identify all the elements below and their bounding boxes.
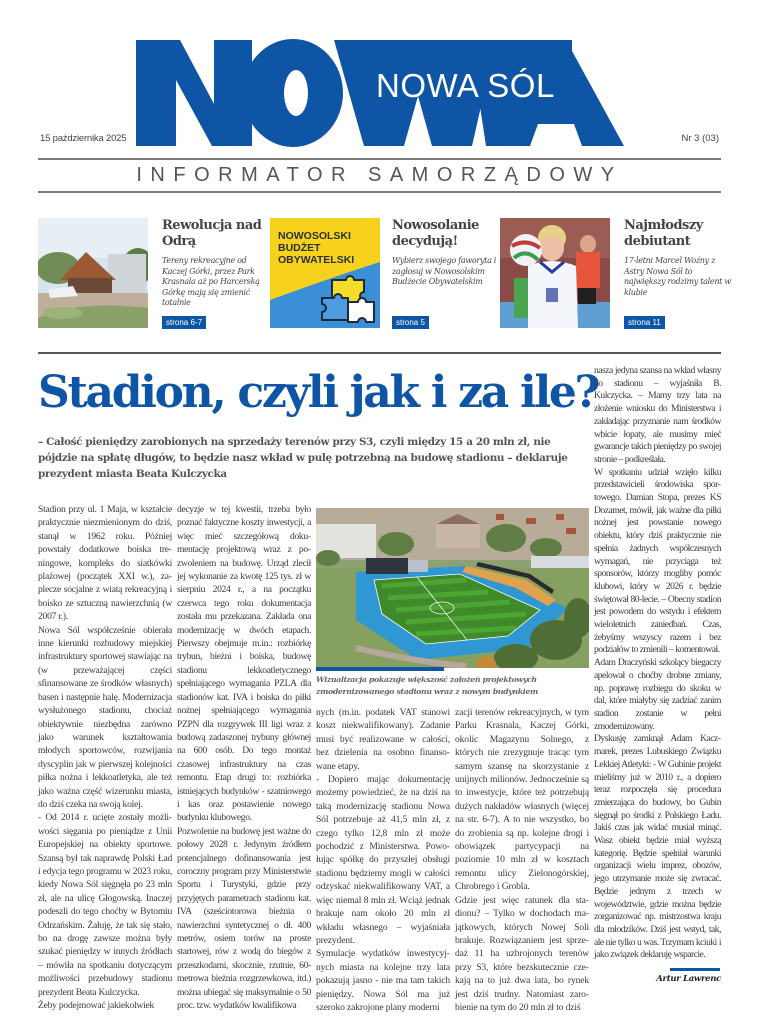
citizens-budget-logo-label: NOWOSOLSKI BUDŻET OBYWATELSKI: [278, 230, 355, 266]
article-headline: Stadion, czyli jak i za ile?: [38, 367, 599, 418]
article-column-2: [177, 503, 311, 1012]
teaser-title: Rewolucja nad Odrą: [162, 218, 262, 249]
teaser-title: Najmłodszy debiutant: [624, 218, 703, 249]
article-column-3: [316, 706, 450, 1014]
teasers-strip: [38, 218, 731, 330]
paragraph: Adam Draczyński szkolący biegaczy apelował o choćby drobne zmiany, np. poprawę rozbiegu do skoku w dal, które miałyby się zadziać zanim stadion zostanie w pełni zmodernizowany.: [594, 657, 721, 732]
paragraph: nych (m.in. podatek VAT stanowi koszt niekwalifikowany). Zadanie musi być realizowane w całości, bez dzielenia na osobno finansowane etapy.: [316, 707, 450, 772]
recreation-park-image: [38, 218, 148, 328]
paragraph: Dyskusję zamknął Adam Kaczmarek, prezes Lubuskiego Związku Lekkiej Atletyki: - W Gubinie projekt mieliśmy już w 2010 r., a dopiero teraz rozpoczęła się procedura zmierzająca do budowy, bo Gubin sięgnął po środki z Polskiego Ładu. Jakiś czas jak widać musiał minąć. Wasz obiekt będzie miał wyższą kategorię. Będzie spełniał warunki organizacji wielu imprez, obozów, jego utrzymanie może się zwracać. Będzie jednym z trzech w województwie, gdzie można będzie zorganizować np. mistrzostwa kraju dla młodzików. Dziś jest wstyd, tak, ale nie tylko u was. Trzymam kciuki i jako związek deklaruję wsparcie.: [594, 733, 721, 961]
teaser-young-debutant[interactable]: [624, 218, 732, 330]
logo-city-name: NOWA SÓL: [376, 67, 555, 104]
section-divider: [38, 352, 721, 354]
paragraph: Symulacje wydatków inwestycyjnych miasta na kolejne trzy lata pokazują jasno - nie ma tam takich pieniędzy. Nowa Sól ma już szeroko zakrojone plany moderni: [316, 948, 450, 1013]
article-column-5: [594, 365, 721, 962]
photo-accent-bar: [316, 667, 444, 671]
teaser-recreation[interactable]: [162, 218, 270, 330]
issue-date: 15 października 2025: [40, 133, 127, 144]
paragraph: - Od 2014 r. ucięte zostały możliwości sięgania po pieniądze z Unii Europejskiej na obiekty sportowe. Szansą był tak naprawdę Polski Ład i edycja tego programu w 2023 roku, kiedy Nowa Sól sięgnęła po 23 mln zł, ale na ulicę Głogowską. Inaczej podeszli do tego choćby w Bytomiu Odrzańskim. Żałuję, że tak się stało, bo na drogę zawsze można były szukać pieniędzy w innych źródłach – mówiła na spotkaniu dotyczącym możliwości przebudowy stadionu prezydent Beata Kulczycka.: [38, 812, 172, 998]
volleyball-player-image: [500, 218, 610, 328]
teaser-image-citizens-budget[interactable]: [270, 218, 380, 328]
paragraph: Gdzie jest więc ratunek dla stadionu? – Tylko w dochodach majątkowych, których Nowej Soli brakuje. Rozwiązaniem jest sprzedaż 11 ha uzbrojonych terenów przy S3, które bezskutecznie czekają na to już dwa lata, bo rynek jest dziś trudny. Natomiast zarobienie na tym do 20 mln zł to dziś: [455, 894, 589, 1013]
paragraph: W spotkaniu udział wzięło kilku przedstawicieli środowiska sportowego. Damian Stopa, prezes KS Dozamet, mówił, jak ważne dla piłki nożnej jest powstanie nowego obiektu, który dziś praktycznie nie spełnia żadnych współczesnych wymagań, nie przyciąga też sponsorów, którzy mogliby pomóc klubowi, który w 2026 r. będzie świętował 80-lecie. – Obecny stadion jest powodem do wstydu i efektem wieloletnich zaniedbań. Czas, żebyśmy wszyscy razem i bez podziałów to zmienili – komentował.: [594, 466, 721, 656]
teaser-citizens-budget[interactable]: [392, 218, 500, 330]
paragraph: zacji terenów rekreacyjnych, w tym Parku Krasnala, Kaczej Górki, okolic Magazynu Solnego, z których nie zrezygnuje tracąc tym samym szansę na skorzystanie z unijnych milionów. Jednocześnie są to inwestycje, które też potrzebują dużych nakładów własnych (więcej na str. 6-7). A to nie wszystko, bo do zrobienia są np. kolejne drogi i obowiązek partycypacji na poziomie 10 mln zł w kosztach remontu ulicy Zielonogórskiej, Chrobrego i Grobla.: [455, 707, 589, 893]
teaser-page-badge[interactable]: strona 6-7: [162, 316, 206, 329]
masthead: [0, 0, 759, 200]
teaser-title: Nowosolanie decydują!: [392, 218, 479, 249]
issue-number: Nr 3 (03): [681, 133, 719, 144]
paragraph: nasza jedyna szansa na wkład własny do stadionu – wyjaśniła B. Kulczycka. – Mamy trzy lata na złożenie wniosku do Ministerstwa i zakładając przyznanie nam środków wbicie łopaty, ale musimy mieć gwarancje takich pieniędzy po swojej stronie – podkreślała.: [594, 365, 721, 465]
teaser-page-badge[interactable]: strona 11: [624, 316, 665, 329]
masthead-rule-top: [38, 158, 721, 160]
teaser-image-volleyball[interactable]: [500, 218, 610, 328]
teaser-description: Tereny rekreacyjne od Kaczej Górki, przez Park Krasnala aż po Harcerską Górkę mają się zmienić totalnie: [162, 256, 260, 307]
paragraph: Żeby podejmować jakiekolwiek: [38, 1000, 155, 1012]
stadium-visualization-image: [316, 508, 589, 668]
teaser-description: Wybierz swojego faworyta i zagłosuj w Nowosolskim Budżecie Obywatelskim: [392, 256, 497, 286]
paragraph: Nowa Sól współcześnie obierała inne kierunki rozbudowy miejskiej infrastruktury sportowej stawiając na (w przeważającej części sfinansowane ze środków własnych) basen i następnie halę. Modernizacja wysłużonego stadionu, chociaż obiektywnie niezbędna zarówno jako warunek kształtowania młodych sportowców, rozwijania dyscyplin jak w pierwszej kolejności piłka nożna i lekkoatletyka, ale też jako ważna część wizerunku miasta, do dziś czeka na swoją kolej.: [38, 624, 172, 810]
author-accent-bar: [670, 968, 720, 971]
article-column-1: [38, 503, 172, 1012]
photo-caption: Wizualizacja pokazuje większość założeń projektowych zmodernizowanego stadionu wraz z nowym budynkiem: [316, 675, 538, 696]
paragraph: decyzje w tej kwestii, trzeba było poznać faktyczne koszty inwestycji, a więc mieć szczegółową dokumentację projektową wraz z pozwoleniem na budowę. Urząd zlecił jej wykonanie za kwotę 125 tys. zł w sierpniu 2024 r., a na początku czerwca tego roku dokumentacja została mu przekazana. Zakłada ona modernizację w dwóch etapach. Pierwszy obejmuje m.in.: rozbiórkę trybun, bieżni i boiska, budowę stadionu lekkoatletycznego spełniającego wymagania PZLA dla stadionów kat. IVA i boiska do piłki nożnej spełniającego wymagania PZPN dla rozgrywek III ligi wraz z budową zadaszonej trybuny głównej na 600 osób. Do tego montaż czasowej infrastruktury na czas remontu. Etap drugi to: rozbiórka istniejących budynków - szatniowego i kas oraz postawienie nowego budynku klubowego.: [177, 504, 311, 824]
teaser-description: 17-letni Marcel Woźny z Astry Nowa Sól to największy rodzimy talent w klubie: [624, 256, 731, 297]
teaser-image-recreation-park[interactable]: [38, 218, 148, 328]
stadium-visualization-graphic: [316, 508, 589, 668]
masthead-rule-bottom: [38, 191, 721, 193]
teaser-page-badge[interactable]: strona 5: [392, 316, 429, 329]
article-author: Artur Lawrenc: [656, 974, 721, 984]
tagline: INFORMATOR SAMORZĄDOWY: [136, 164, 623, 186]
article-lead: – Całość pieniędzy zarobionych na sprzedaży terenów przy S3, czyli między 15 a 20 mln zł, nie pójdzie na spłatę długów, to będzie nasz wkład w pulę potrzebną na budowę stadionu – deklaruje prezydent miasta Beata Kulczycka: [38, 436, 568, 480]
paragraph: Stadion przy ul. 1 Maja, w kształcie praktycznie niezmienionym do dziś, stanął w 1962 roku. Później powstały dodatkowe boiska treningowe, kompleks do siatkówki plażowej (początek XXI w.), zaplecze socjalne z wiatą rekreacyjną i boisko ze sztuczną nawierzchnią (w 2007 r.).: [38, 504, 172, 623]
article-column-4: [455, 706, 589, 1014]
paragraph: Pozwolenie na budowę jest ważne do połowy 2028 r. Jedynym źródłem potencjalnego dofinansowania jest coroczny program przy Ministerstwie Sportu i Turystyki, gdzie przy przyjętych parametrach stadionu kat. IVA (sześciotorowa bieżnia o nawierzchni syntetycznej o dł. 400 metrów, osiem torów na proste startowej, rów z wodą do biegów z przeszkodami, skocznie, rzutnie, 60-metrowa bieżnia rozgrzewkowa, itd.) można ubiegać się maksymalnie o 50 proc. tzw. wydatków kwalifikowa: [177, 825, 311, 1012]
paragraph: - Dopiero mając dokumentację możemy powiedzieć, że na dziś na taką modernizację stadionu Nowa Sól potrzebuje aż 41,5 mln zł, z czego tylko 12,8 mln zł może pochodzić z Ministerstwa. Powołując spółkę do przyszłej obsługi stadionu będziemy mogli w całości odzyskać niekwalifikowany VAT, a więc niemal 8 mln zł. Wciąż jednak brakuje nam około 20 mln zł wkładu własnego – wyjaśniała prezydent.: [316, 774, 450, 946]
